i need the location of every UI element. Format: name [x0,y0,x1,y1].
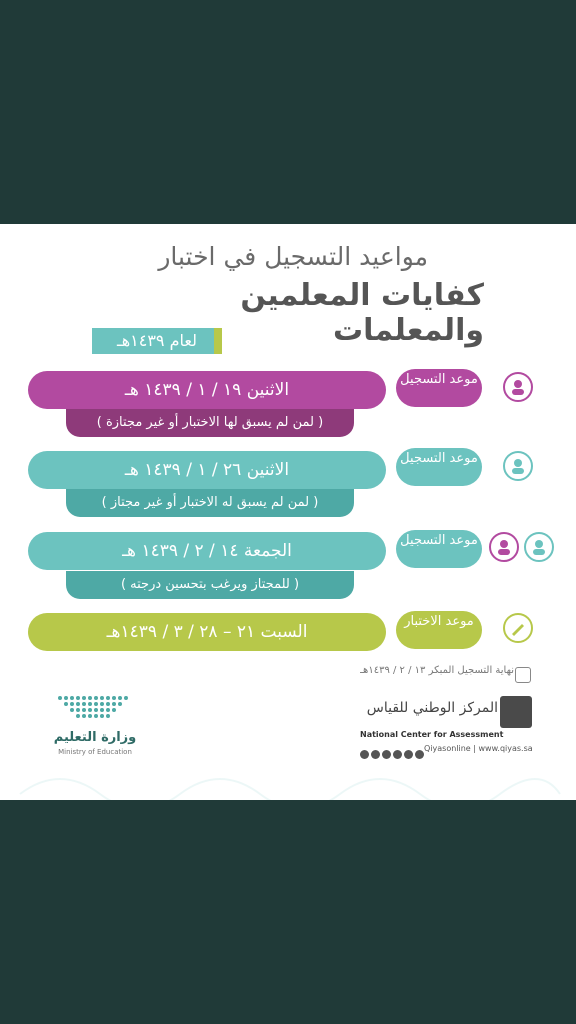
linkedin-icon[interactable] [415,750,424,759]
ministry-name-ar: وزارة التعليم [53,730,137,745]
male-user-icon [524,532,554,562]
registration-date-2: الاثنين ٢٦ / ١ / ١٤٣٩ هـ [28,451,386,489]
early-registration-note: نهاية التسجيل المبكر ١٣ / ٢ / ١٤٣٩هـ [360,665,514,676]
registration-note-3: ( للمجتاز ويرغب بتحسين درجته ) [66,571,354,599]
registration-note-1: ( لمن لم يسبق لها الاختبار أو غير مجتازة ) [66,409,354,437]
ministry-logo [50,692,140,722]
twitter-icon[interactable] [371,750,380,759]
pen-icon [503,613,533,643]
female-user-icon [503,372,533,402]
calligraphy-watermark [0,764,576,800]
youtube-icon[interactable] [382,750,391,759]
exam-date: السبت ٢١ – ٢٨ / ٣ / ١٤٣٩هـ [28,613,386,651]
female-user-icon [489,532,519,562]
title-line-1: مواعيد التسجيل في اختبار [158,242,428,271]
registration-note-2: ( لمن لم يسبق له الاختبار أو غير مجتاز ) [66,489,354,517]
registration-tag-2: موعد التسجيل [396,448,482,486]
male-user-icon [503,451,533,481]
title-line-2: كفايات المعلمين والمعلمات [240,278,484,348]
facebook-icon[interactable] [360,750,369,759]
registration-tag-3: موعد التسجيل [396,530,482,568]
qiyas-logo [500,696,532,728]
instagram-icon[interactable] [393,750,402,759]
snapchat-icon[interactable] [404,750,413,759]
social-icons [360,744,426,756]
ministry-name-en: Ministry of Education [58,748,132,756]
registration-tag-1: موعد التسجيل [396,369,482,407]
qiyas-name-en: National Center for Assessment [360,730,504,739]
year-badge-accent [214,328,222,354]
qiyas-website[interactable]: Qiyasonline | www.qiyas.sa [424,744,533,753]
exam-tag: موعد الاختبار [396,611,482,649]
registration-date-3: الجمعة ١٤ / ٢ / ١٤٣٩ هـ [28,532,386,570]
year-badge: لعام ١٤٣٩هـ [92,328,222,354]
calendar-icon [515,667,531,683]
qiyas-name-ar: المركز الوطني للقياس [366,700,498,716]
registration-date-1: الاثنين ١٩ / ١ / ١٤٣٩ هـ [28,371,386,409]
